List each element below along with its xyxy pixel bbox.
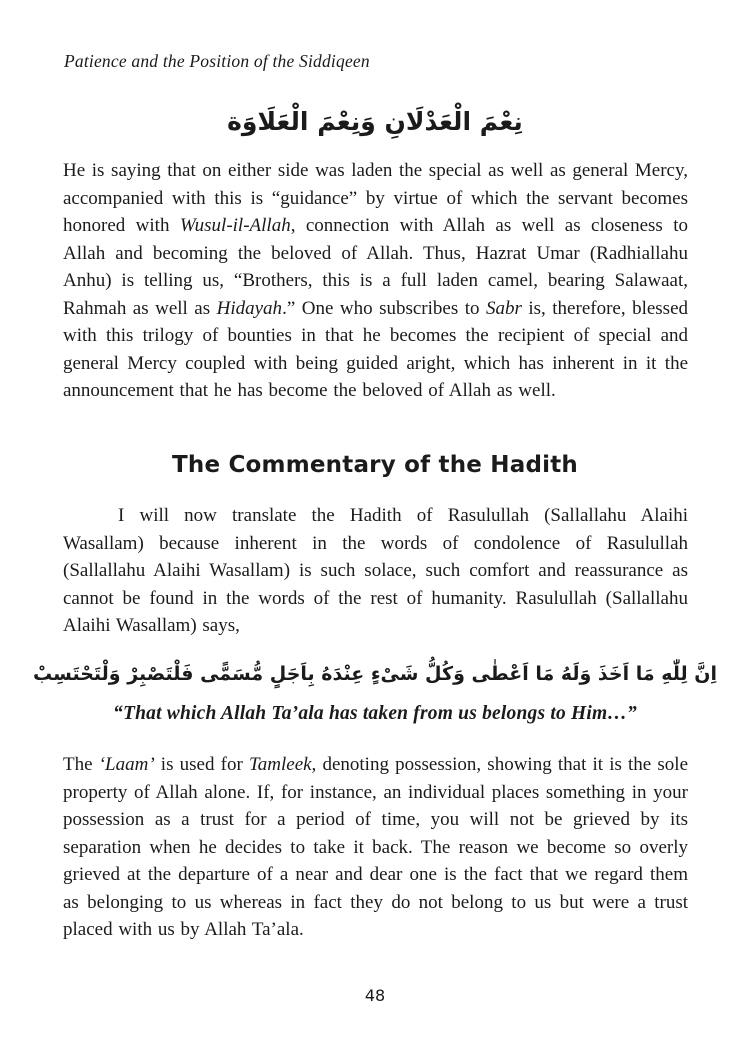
italic-term: ‘Laam’ bbox=[98, 754, 155, 775]
body-paragraph-1 bbox=[63, 157, 688, 405]
body-paragraph-2 bbox=[63, 502, 688, 640]
text-run: I will now translate the Hadith of Rasulullah (Sallallahu Alaihi Wasallam) because inherent in the words of condolence of Rasulullah (Sallallahu Alaihi Wasallam) is such solace, such comfort and reassurance as cannot be found in the words of the rest of humanity. Rasulullah (Sallallahu Alaihi Wasallam) says, bbox=[63, 505, 688, 636]
running-header: Patience and the Position of the Siddiqeen bbox=[64, 51, 370, 71]
section-heading: The Commentary of the Hadith bbox=[172, 452, 578, 478]
text-run: .” One who subscribes to bbox=[282, 297, 486, 319]
page-number: 48 bbox=[364, 986, 386, 1005]
italic-term: Tamleek, bbox=[248, 754, 317, 775]
text-run: is used for bbox=[154, 754, 249, 775]
text-run: , connection with Allah as well as closeness to Allah and becoming the beloved of Allah. Thus, Hazrat Umar (Radhiallahu Anhu) is telling us, “Brothers, this is a full laden camel, bearing Salawaat, Rahmah as well as bbox=[63, 215, 688, 319]
italic-term: Wusul-il-Allah bbox=[179, 215, 291, 236]
italic-term: Hidayah bbox=[216, 297, 283, 319]
text-run: The bbox=[63, 754, 99, 775]
body-paragraph-3 bbox=[63, 751, 688, 944]
arabic-invocation-line: نِعْمَ الْعَدْلَانِ وَنِعْمَ الْعَلَاوَة bbox=[227, 107, 523, 136]
text-run: He is saying that on either side was laden the special as well as general Mercy, accompanied with this is “guidance” by virtue of which the servant becomes honored with bbox=[63, 160, 688, 236]
arabic-hadith-line: اِنَّ لِلّٰهِ مَا اَخَذَ وَلَهُ مَا اَعْطٰى وَكُلُّ شَىْءٍ عِنْدَهُ بِاَجَلٍ مُّسَمًّى فَلْتَصْبِرْ وَلْتَحْتَسِبْ bbox=[33, 663, 717, 685]
text-run: denoting possession, showing that it is the sole property of Allah alone. If, for instance, an individual places something in your possession as a trust for a period of time, you will not be grieved by its separation when he decides to take it back. The reason we become so overly grieved at the departure of a near and dear one is the fact that we regard them as belonging to us whereas in fact they do not belong to us but were a trust placed with us by Allah Ta’ala. bbox=[63, 754, 689, 940]
italic-term: Sabr bbox=[485, 297, 522, 319]
hadith-translation: “That which Allah Ta’ala has taken from us belongs to Him…” bbox=[113, 703, 637, 724]
text-run: is, therefore, blessed with this trilogy of bounties in that he becomes the recipient of special and general Mercy coupled with being guided aright, which has inherent in it the announcement that he has become the beloved of Allah as well. bbox=[63, 297, 689, 401]
